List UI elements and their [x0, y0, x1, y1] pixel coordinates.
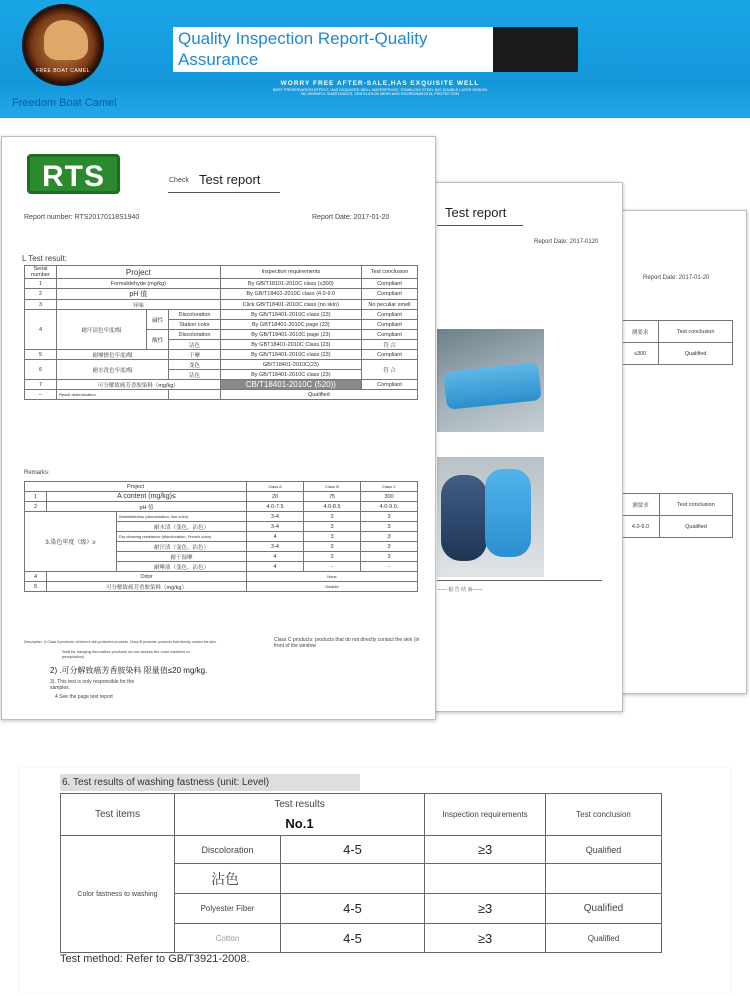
table-row: Color fastness to washing Discoloration 4-5 ≥3 Qualified: [61, 836, 662, 864]
table-row: 7 可分解致癌芳香胺染料（mg/kg） CB/T18401-2010C (520)) Compliant: [25, 380, 418, 390]
brand-name: Freedom Boat Camel: [12, 97, 117, 109]
description-3: Wait for hanging decorative products do not assess the color fastness to perspiration): [62, 649, 190, 659]
note-2: 2) .可分解致癌芳香胺染料 限量值≤20 mg/kg.: [50, 666, 208, 675]
header-requirements: Inspection requirements: [425, 794, 546, 836]
camel-logo-icon: [22, 4, 104, 86]
table-row: [61, 794, 662, 836]
report-number: Report number: RTS20170118S1940: [24, 214, 140, 221]
test-result-table: [24, 265, 418, 400]
table-row: 耐水渍（变色、沾色） 3-4 3 3: [25, 522, 418, 532]
table-row: Polyester Fiber 4-5 ≥3 Qualified: [61, 894, 662, 924]
table-row: 5 耐摩擦色牢度/级 干摩 By GB/T18401-2010C class (23) Compliant: [25, 350, 418, 360]
table-row: Project Class A Class B Class C: [25, 482, 418, 492]
p2-report-end: ------ 报 告 结 束------: [437, 587, 483, 593]
header-banner: [0, 0, 750, 118]
page-title: Quality Inspection Report-Quality Assurance: [178, 29, 428, 69]
p1-title: Test report: [199, 172, 261, 187]
check-label: Check: [169, 177, 189, 184]
p3-table-top: 测要求 Test conclusion ≤300 Qualified: [621, 320, 733, 365]
table-row: 沾色 By GBT18401-2010C Class (23) 符 合: [25, 340, 418, 350]
logo-ring-text: FREE BOAT CAMEL: [36, 68, 90, 74]
table-row: 3.染色牢度（级）≥ Washfastness (discoloration, line color) 3-4 3 3: [25, 512, 418, 522]
wash-table: [60, 793, 662, 953]
remarks-table: [24, 481, 418, 592]
tent-bag-photo: [437, 329, 544, 432]
table-row: Dry cleaning resistance (discoloration, French color) 4 3 3: [25, 532, 418, 542]
report-page-2: [431, 182, 623, 712]
slogan: WORRY FREE AFTER-SALE,HAS EXQUISITE WELL: [280, 80, 480, 87]
report-page-3: [620, 210, 747, 694]
table-row: 2 pH 值 4.0-7.5 4.0-8.5 4.0-9.0.: [25, 502, 418, 512]
item-label: Color fastness to washing: [61, 836, 175, 953]
note-4: 4 See the page test report: [55, 694, 113, 700]
note-3: 3). This test is only responsible for the samples.: [50, 679, 135, 691]
rts-logo: RTS: [27, 154, 120, 194]
p2-report-date: Report Date: 2017-0120: [534, 239, 599, 245]
table-row: 1 Formaldehyde (mg/kg) By GB/T18101-2010C class (≤300) Compliant: [25, 279, 418, 289]
description-1: Description: 1) Class A products: children's skin protective products. Class B products: products that directly contact the skin.: [24, 640, 217, 644]
table-row: 2 pH 值 By GB/T18401-2010C class (4.0-9.0 Compliant: [25, 289, 418, 300]
table-row: Serial number Project Inspection requirements Test conclusion: [25, 266, 418, 279]
tent-bags-photo: [437, 457, 544, 577]
table-row: 4 Odor None: [25, 572, 418, 582]
table-row: 3 异味 Click GB/T18401-2010C class (no skin) No peculiar smell: [25, 300, 418, 310]
test-method: Test method: Refer to GB/T3921-2008.: [60, 953, 250, 965]
table-row: Station color By GBT18401-2010C page (23) Compliant: [25, 320, 418, 330]
table-row: 耐唾液（变色、沾色） 4 - -: [25, 562, 418, 572]
remarks-label: Remarks:: [24, 470, 50, 476]
table-row: 1 A content (mg/kg)≤ 20 75 300: [25, 492, 418, 502]
header-conclusion: Test conclusion: [546, 794, 662, 836]
header-test-items: Test items: [61, 794, 175, 836]
slogan-small: BEST PRESERVATION EFFECT, HAS EXQUISITE WELL WATERPROOF, STAINLESS STEEL BIG DOUBLE LAYER DESIGN NO HARMFUL SUBSTANCES, VENTILATION MESH AND ENVIRONMENTAL PROTECTION: [272, 88, 488, 96]
table-row: 5 可分解致癌芳香胺染料（mg/kg） Disable: [25, 582, 418, 592]
table-row: 耐汗渍（变色、沾色） 3-4 3 3: [25, 542, 418, 552]
table-row: 6 耐水洗色牢度/级 变色 GB/T18401-2010C(23) 符 合: [25, 360, 418, 370]
table-row: -- Result determination Qualified: [25, 390, 418, 400]
p2-title: Test report: [445, 205, 507, 220]
report-date: Report Date: 2017-01-20: [312, 214, 390, 221]
description-2: Class C products: products that do not directly contact the skin (in front of the window: [274, 637, 420, 649]
table-row: Cotton 4-5 ≥3 Qualified: [61, 924, 662, 953]
test-result-label: L Test result:: [22, 254, 67, 263]
table-row: 酸性 Discoloration By GB/T18401-2010C page (23) Compliant: [25, 330, 418, 340]
table-row: 沾色: [61, 864, 662, 894]
table-row: 沾色 By GB/T18401-2010C class (23): [25, 370, 418, 380]
wash-table-title: 6. Test results of washing fastness (unit: Level): [60, 774, 360, 791]
table-row: 4 耐汗渍色牢度/级 碱性 Discoloration By GB/T18401-2010C class (23) Compliant: [25, 310, 418, 320]
table-row: 耐干湿摩 4 3 3: [25, 552, 418, 562]
p3-table-bottom: 测要求 Test conclusion 4.0-9.0 Qualified: [621, 493, 733, 538]
report-page-1: [1, 136, 436, 720]
header-test-results: Test results No.1: [175, 794, 425, 836]
p3-report-date: Report Date: 2017-01-20: [643, 275, 710, 281]
